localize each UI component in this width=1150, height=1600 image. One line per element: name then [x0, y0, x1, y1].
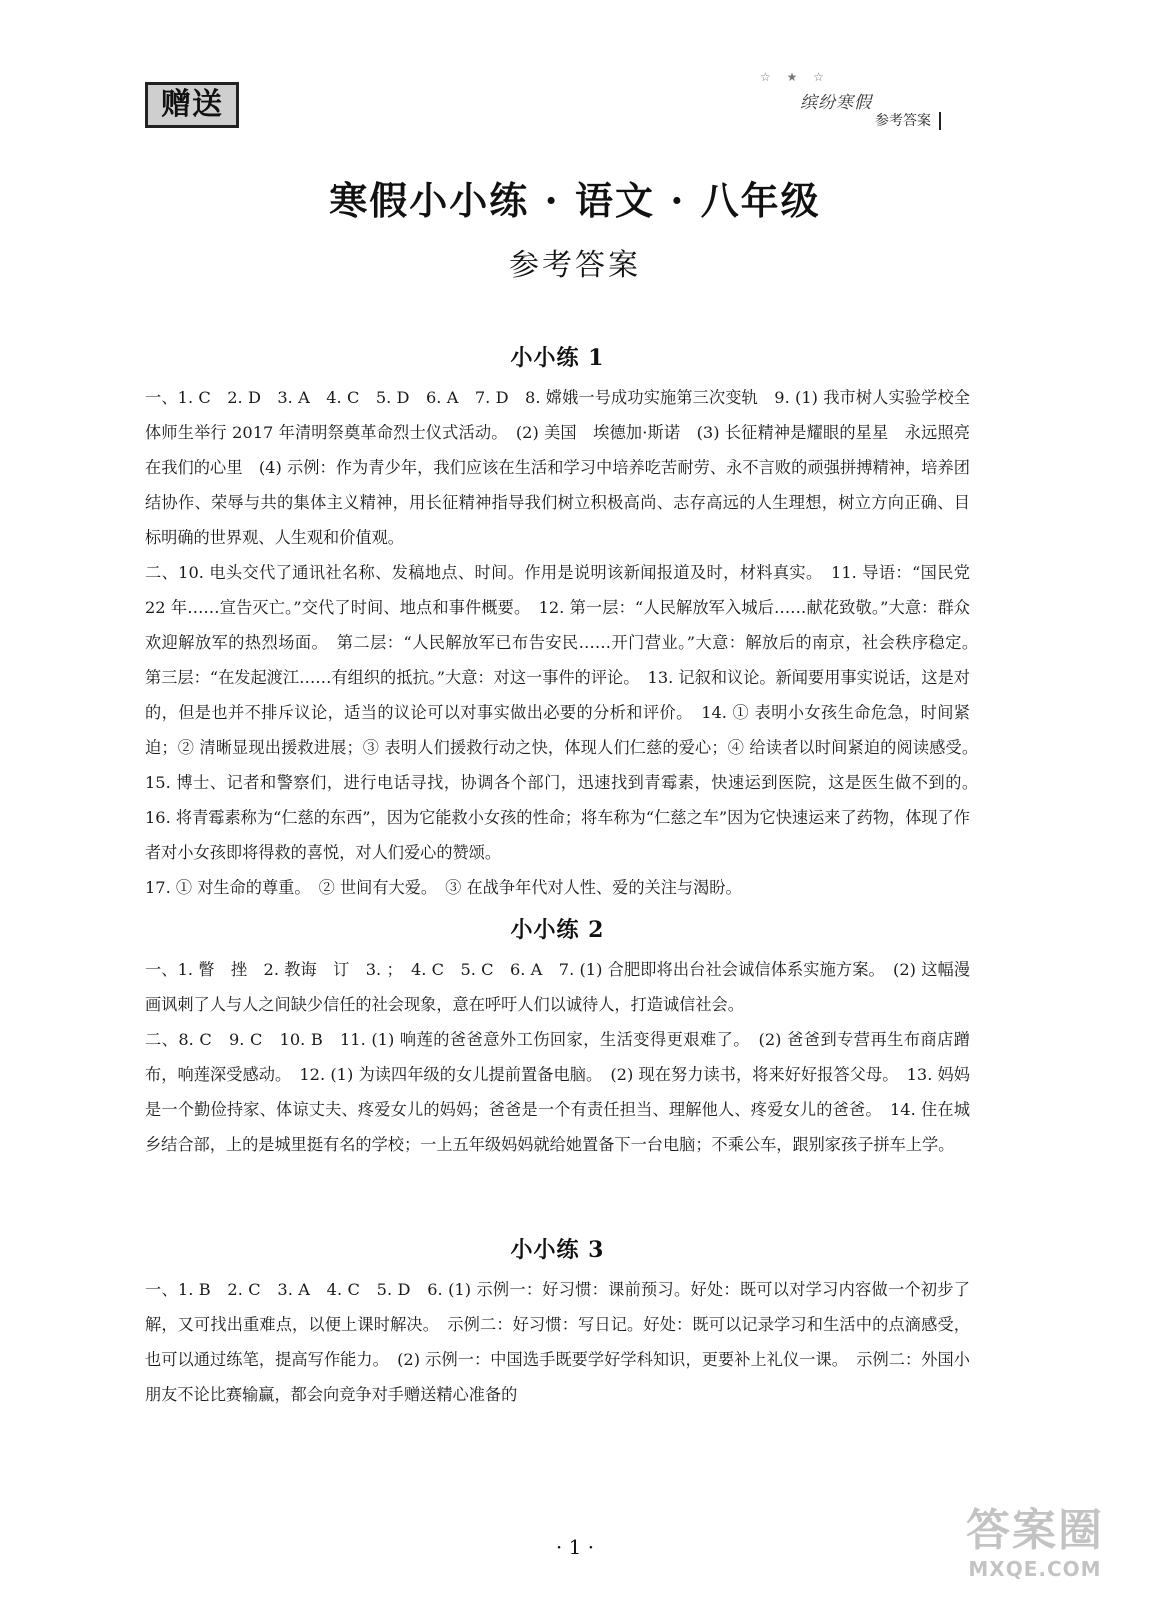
logo-script-text: 缤纷寒假 — [800, 93, 872, 113]
page-subtitle: 参考答案 — [509, 248, 641, 283]
section-title: 小小练 2 — [510, 917, 605, 943]
gift-stamp: 赠送 — [145, 82, 239, 128]
page-title: 寒假小小练 · 语文 · 八年级 — [329, 178, 821, 223]
section-3 — [145, 1232, 970, 1412]
watermark-main: 答案圈 — [966, 1505, 1104, 1556]
logo-subtitle: 参考答案 — [875, 112, 941, 130]
answer-paragraph: 一、1. B 2. C 3. A 4. C 5. D 6. (1) 示例一：好习惯：课前预习。好处：既可以对学习内容做一个初步了解，又可找出重难点，以便上课时解决。 示例二：好习惯：写日记。好处：既可以记录学习和生活中的点滴感受，也可以通过练笔，提高写作能力。 (2) 示例一：中国选手既要学好学科知识，更要补上礼仪一课。 示例二：外国小朋友不论比赛输赢，都会向竞争对手赠送精心准备的 — [145, 1280, 970, 1404]
watermark-logo — [935, 1505, 1135, 1595]
page-number: · 1 · — [555, 1535, 595, 1559]
answer-paragraph: 一、1. C 2. D 3. A 4. C 5. D 6. A 7. D 8. 嫦娥一号成功实施第三次变轨 9. (1) 我市树人实验学校全体师生举行 2017 年清明祭奠革命烈士仪式活动。 (2) 美国 埃德加·斯诺 (3) 长征精神是耀眼的星星 永远照亮在我们的心里 (4) 示例：作为青少年，我们应该在生活和学习中培养吃苦耐劳、永不言败的顽强拼搏精神，培养团结协作、荣辱与共的集体主义精神，用长征精神指导我们树立积极高尚、志存高远的人生理想，树立方向正确、目标明确的世界观、人生观和价值观。 — [145, 388, 970, 547]
brand-logo — [760, 70, 980, 140]
answer-paragraph: 二、10. 电头交代了通讯社名称、发稿地点、时间。作用是说明该新闻报道及时，材料真实。 11. 导语：“国民党 22 年……宣告灭亡。”交代了时间、地点和事件概要。 12. 第一层：“人民解放军入城后……献花致敬。”大意：群众欢迎解放军的热烈场面。 第二层：“人民解放军已布告安民……开门营业。”大意：解放后的南京，社会秩序稳定。 第三层：“在发起渡江……有组织的抵抗。”大意：对这一事件的评论。 13. 记叙和议论。新闻要用事实说话，这是对的，但是也并不排斥议论，适当的议论可以对事实做出必要的分析和评价。 14. ① 表明小女孩生命危急，时间紧迫；② 清晰显现出援救进展；③ 表明人们援救行动之快，体现人们仁慈的爱心；④ 给读者以时间紧迫的阅读感受。 15. 博士、记者和警察们，进行电话寻找，协调各个部门，迅速找到青霉素，快速运到医院，这是医生做不到的。 16. 将青霉素称为“仁慈的东西”，因为它能救小女孩的性命；将车称为“仁慈之车”因为它快速运来了药物，体现了作者对小女孩即将得救的喜悦，对人们爱心的赞颂。 — [145, 563, 987, 862]
section-title: 小小练 3 — [510, 1237, 605, 1263]
section-1 — [145, 340, 987, 905]
watermark-url: MXQE.COM — [968, 1557, 1102, 1581]
answer-paragraph: 一、1. 瞥 挫 2. 教诲 订 3. ； 4. C 5. C 6. A 7. (1) 合肥即将出台社会诚信体系实施方案。 (2) 这幅漫画讽刺了人与人之间缺少信任的社会现象，意在呼吁人们以诚待人，打造诚信社会。 — [145, 960, 970, 1014]
answer-paragraph: 二、8. C 9. C 10. B 11. (1) 响莲的爸爸意外工伤回家，生活变得更艰难了。 (2) 爸爸到专营再生布商店蹭布，响莲深受感动。 12. (1) 为读四年级的女儿提前置备电脑。 (2) 现在努力读书，将来好好报答父母。 13. 妈妈是一个勤俭持家、体谅丈夫、疼爱女儿的妈妈；爸爸是一个有责任担当、理解他人、疼爱女儿的爸爸。 14. 住在城乡结合部，上的是城里挺有名的学校；一上五年级妈妈就给她置备下一台电脑；不乘公车，跟别家孩子拼车上学。 — [145, 1030, 970, 1154]
stars-icon: ☆ ★ ☆ — [760, 70, 830, 84]
answer-paragraph: 17. ① 对生命的尊重。 ② 世间有大爱。 ③ 在战争年代对人性、爱的关注与渴盼。 — [145, 878, 742, 897]
section-2 — [145, 912, 970, 1162]
section-title: 小小练 1 — [510, 345, 605, 371]
